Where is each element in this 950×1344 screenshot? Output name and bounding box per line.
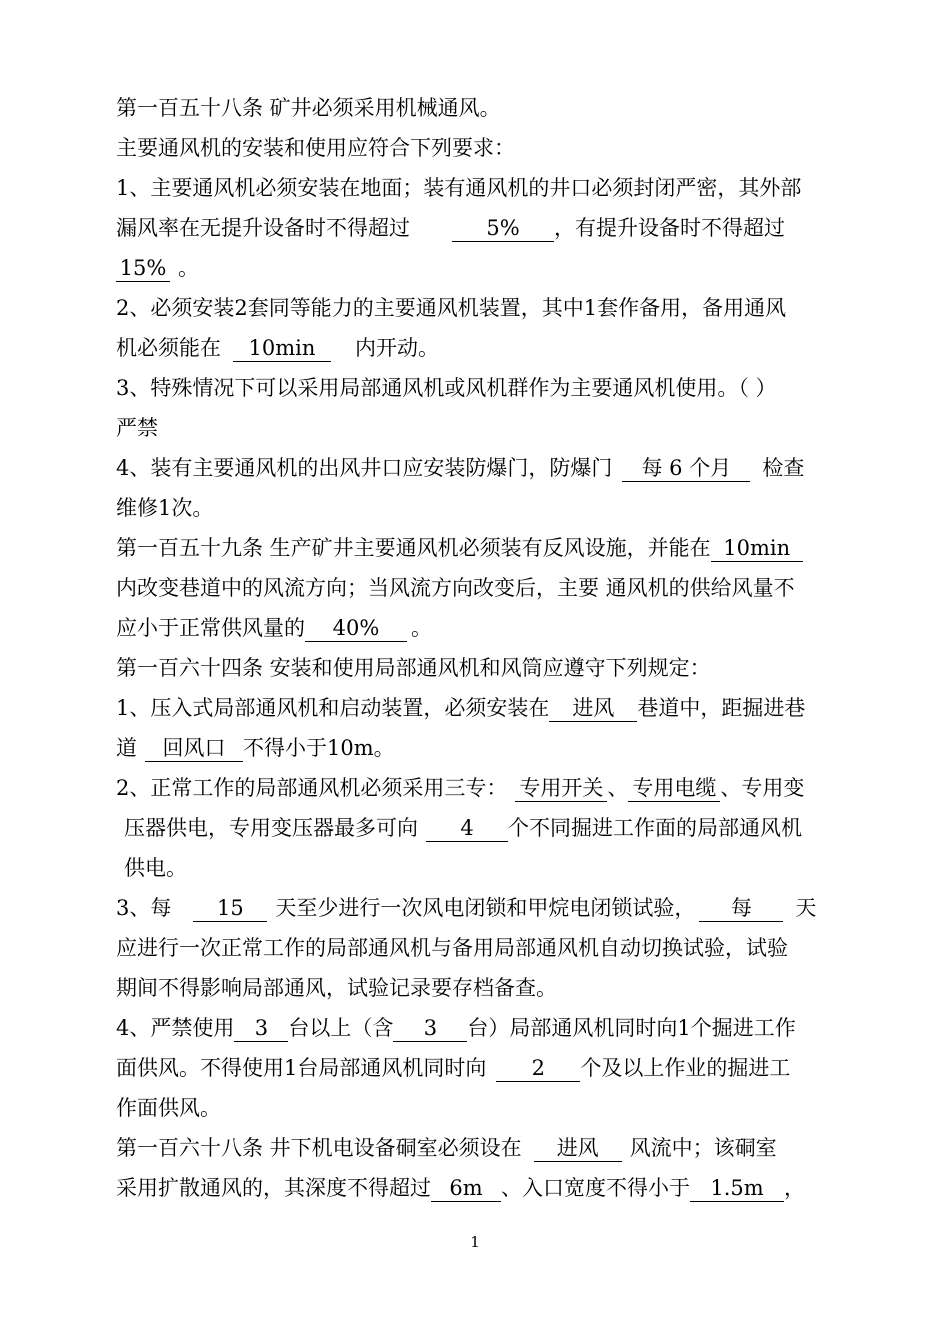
fill-blank-answer: 2 <box>496 1055 580 1082</box>
line-text: 压器供电，专用变压器最多可向 <box>124 816 418 840</box>
text-line <box>124 814 802 842</box>
line-text: 、 <box>607 776 629 800</box>
line-text: 风流中；该硐室 <box>629 1136 777 1160</box>
text-line <box>116 1174 805 1202</box>
line-text: 主要通风机的安装和使用应符合下列要求： <box>116 136 515 160</box>
line-text: 天 <box>795 896 817 920</box>
line-text: 1、压入式局部通风机和启动装置，必须安装在 <box>116 696 550 720</box>
text-line <box>116 494 213 522</box>
fill-blank-answer: 10min <box>711 535 803 562</box>
fill-blank-answer: 专用开关 <box>515 775 607 802</box>
line-text: 检查 <box>762 456 805 480</box>
line-text: 3、特殊情况下可以采用局部通风机或风机群作为主要通风机使用。（ ） <box>116 376 777 400</box>
line-text: 期间不得影响局部通风，试验记录要存档备查。 <box>116 976 557 1000</box>
fill-blank-answer: 进风 <box>534 1135 622 1162</box>
line-text: 道 <box>116 736 137 760</box>
fill-blank-answer: 10min <box>233 335 331 362</box>
line-text: ，有提升设备时不得超过 <box>554 216 785 240</box>
text-line <box>116 934 788 962</box>
fill-blank-answer: 回风口 <box>145 735 243 762</box>
text-line <box>116 734 395 762</box>
text-line <box>116 1094 221 1122</box>
line-text: 个不同掘进工作面的局部通风机 <box>508 816 802 840</box>
line-text: 维修1次。 <box>116 496 214 520</box>
line-text: 第一百六十八条 井下机电设备硐室必须设在 <box>116 1136 522 1160</box>
text-line <box>116 894 816 922</box>
line-text: 2、必须安装2套同等能力的主要通风机装置，其中1套作备用，备用通风 <box>116 296 787 320</box>
text-line <box>116 614 432 642</box>
text-line <box>116 374 777 402</box>
text-line <box>116 1054 790 1082</box>
fill-blank-answer: 每 6 个月 <box>622 455 750 482</box>
line-text: 内开动。 <box>355 336 439 360</box>
text-line <box>116 454 804 482</box>
line-text: 机必须能在 <box>116 336 221 360</box>
fill-blank-answer: 专用电缆 <box>628 775 720 802</box>
line-text: 面供风。不得使用1台局部通风机同时向 <box>116 1056 487 1080</box>
line-text: 第一百五十九条 生产矿井主要通风机必须装有反风设施，并能在 <box>116 536 711 560</box>
text-line <box>116 254 199 282</box>
page-number: 1 <box>470 1233 480 1251</box>
line-text: 作面供风。 <box>116 1096 221 1120</box>
fill-blank-answer: 15 <box>193 895 267 922</box>
text-line <box>116 174 801 202</box>
line-text: 1、主要通风机必须安装在地面；装有通风机的井口必须封闭严密，其外部 <box>116 176 802 200</box>
line-text: 天至少进行一次风电闭锁和甲烷电闭锁试验， <box>275 896 696 920</box>
text-line <box>116 294 786 322</box>
text-line <box>116 134 515 162</box>
text-line <box>116 974 557 1002</box>
line-text: 供电。 <box>124 856 187 880</box>
line-text: 、入口宽度不得小于 <box>501 1176 690 1200</box>
line-text: 4、装有主要通风机的出风井口应安装防爆门，防爆门 <box>116 456 613 480</box>
fill-blank-answer: 3 <box>234 1015 288 1042</box>
text-line <box>116 214 785 242</box>
fill-blank-answer: 6m <box>431 1175 501 1202</box>
line-text: 4、严禁使用 <box>116 1016 235 1040</box>
fill-blank-answer: 4 <box>426 815 508 842</box>
fill-blank-answer: 1.5m <box>690 1175 784 1202</box>
line-text: 应进行一次正常工作的局部通风机与备用局部通风机自动切换试验，试验 <box>116 936 788 960</box>
text-line <box>116 94 501 122</box>
line-text: 个及以上作业的掘进工 <box>580 1056 791 1080</box>
text-line <box>116 534 803 562</box>
line-text: 2、正常工作的局部通风机必须采用三专： <box>116 776 508 800</box>
line-text: 。 <box>411 616 432 640</box>
line-text: 巷道中，距掘进巷 <box>637 696 806 720</box>
line-text: 采用扩散通风的，其深度不得超过 <box>116 1176 431 1200</box>
line-text: 内改变巷道中的风流方向；当风流方向改变后，主要 通风机的供给风量不 <box>116 576 795 600</box>
line-text: 台）局部通风机同时向1个掘进工作 <box>467 1016 796 1040</box>
line-text: 第一百五十八条 矿井必须采用机械通风。 <box>116 96 501 120</box>
line-text: 严禁 <box>116 416 158 440</box>
text-line <box>124 854 187 882</box>
fill-blank-answer: 每 <box>699 895 783 922</box>
line-text: 应小于正常供风量的 <box>116 616 305 640</box>
text-line <box>116 334 439 362</box>
fill-blank-answer: 3 <box>393 1015 467 1042</box>
fill-blank-answer: 15% <box>116 255 170 282</box>
text-line <box>116 694 805 722</box>
text-line <box>116 1014 796 1042</box>
line-text: 台以上（含 <box>288 1016 394 1040</box>
line-text: 第一百六十四条 安装和使用局部通风机和风筒应遵守下列规定： <box>116 656 711 680</box>
fill-blank-answer: 进风 <box>549 695 637 722</box>
text-line <box>116 654 711 682</box>
line-text: 不得小于10m。 <box>243 736 395 760</box>
line-text: 漏风率在无提升设备时不得超过 <box>116 216 410 240</box>
line-text: 。 <box>178 256 199 280</box>
text-line <box>116 774 804 802</box>
text-line <box>116 1134 777 1162</box>
line-text: 3、每 <box>116 896 172 920</box>
fill-blank-answer: 5% <box>452 215 554 242</box>
text-line <box>116 574 795 602</box>
text-line <box>116 414 158 442</box>
fill-blank-answer: 40% <box>305 615 407 642</box>
line-text: ， <box>784 1176 805 1200</box>
line-text: 、专用变 <box>720 776 805 800</box>
